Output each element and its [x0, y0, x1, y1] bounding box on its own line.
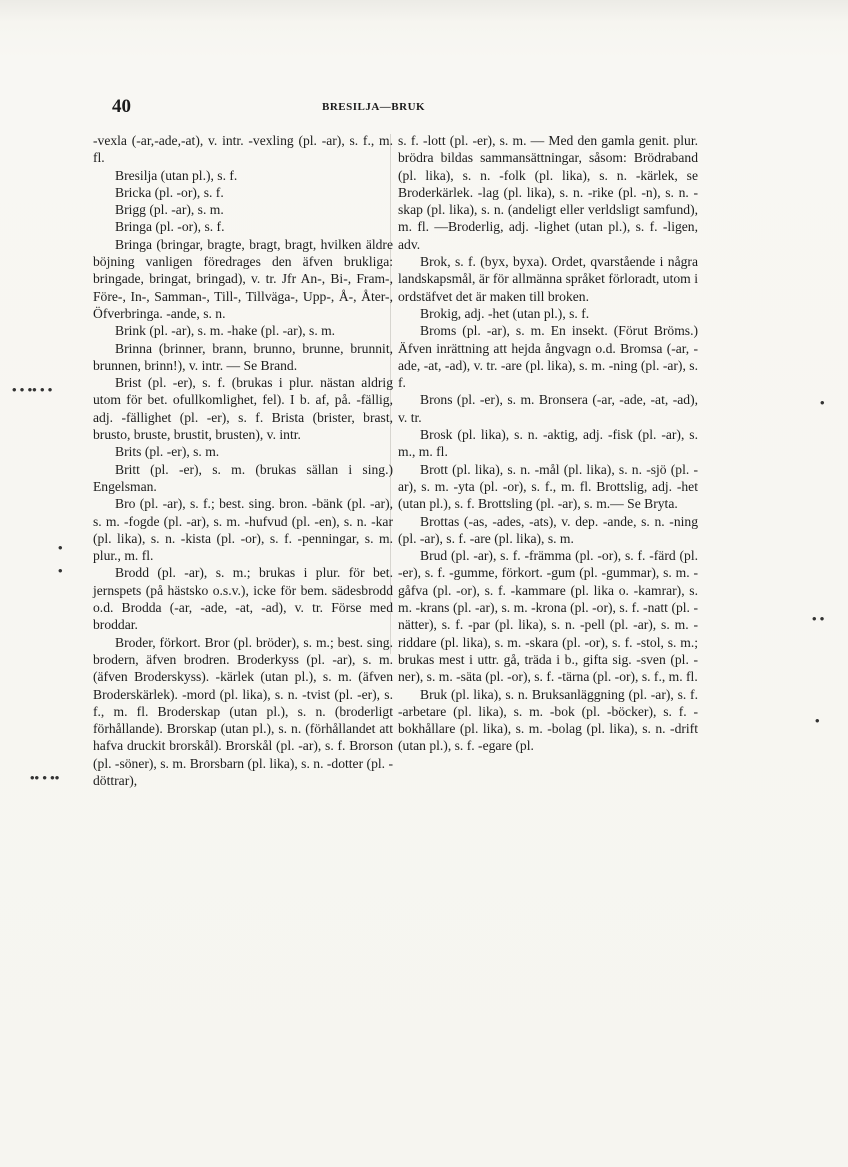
- entry-brottas: Brottas (-as, -ades, -ats), v. dep. -ande, s. n. -ning (pl. -ar), s. f. -are (pl. lika), s. m.: [398, 513, 698, 546]
- margin-annotation-dot: •: [815, 713, 820, 728]
- entry-bricka: Bricka (pl. -or), s. f.: [115, 184, 224, 200]
- entry-brons: Brons (pl. -er), s. m. Bronsera (-ar, -ade, -at, -ad), v. tr.: [398, 392, 698, 425]
- entry-britt: Britt (pl. -er), s. m. (brukas sällan i sing.) Engelsman.: [93, 461, 393, 494]
- entry-brist: Brist (pl. -er), s. f. (brukas i plur. nästan aldrig utom för bet. ofullkomlighet, fel). I b. af, på. -fällig, adj. -fällighet (pl. -er), s. f. Brista (brister, brast, brusto, bruste, brustit, brusten), v. intr.: [93, 375, 393, 443]
- margin-annotation-marks: • • •• • •: [12, 382, 53, 397]
- entry-brits: Brits (pl. -er), s. m.: [115, 444, 220, 460]
- entry-brosk: Brosk (pl. lika), s. n. -aktig, adj. -fisk (pl. -ar), s. m., m. fl.: [398, 427, 698, 460]
- entry-broms: Broms (pl. -ar), s. m. En insekt. (Förut Bröms.) Äfven inrättning att hejda ångvagn o.d. Bromsa (-ar, -ade, -at, -ad), v. tr. -are (pl. lika), s. m. -ning (pl. -ar), s. f.: [398, 323, 698, 391]
- entry-brink: Brink (pl. -ar), s. m. -hake (pl. -ar), s. m.: [115, 323, 336, 339]
- entry-bro: Bro (pl. -ar), s. f.; best. sing. bron. -bänk (pl. -ar), s. m. -fogde (pl. -ar), s. m. -hufvud (pl. -en), s. n. -kar (pl. lika), s. n. -kista (pl. -or), s. f. -penningar, s. m. plur., m. fl.: [93, 496, 393, 564]
- margin-annotation-dot: •: [58, 563, 63, 578]
- page-number: 40: [112, 96, 131, 117]
- entry-broder: Broder, förkort. Bror (pl. bröder), s. m.; best. sing. brodern, äfven brodren. Broderkyss (pl. -ar), s. m. (äfven Broderskyss). -kärlek (utan pl.), s. m. (äfven Broderskärlek). -mord (pl. lika), s. n. -tvist (pl. -er), s. f., m. fl. Broderskap (utan pl.), s. n. (broderligt förhållande). Brorskap (utan pl.), s. n. (förhållandet att hafva druckit brorskål). Brorskål (pl. -ar), s. f. Brorson (pl. -söner), s. m. Brorsbarn (pl. lika), s. n. -dotter (pl. -döttrar),: [93, 634, 393, 788]
- entry-vexla: -vexla (-ar,-ade,-at), v. intr. -vexling (pl. -ar), s. f., m. fl.: [93, 133, 393, 166]
- entry-bresilja: Bresilja (utan pl.), s. f.: [115, 167, 238, 183]
- margin-annotation-dot: • •: [812, 611, 825, 626]
- running-head: BRESILJA—BRUK: [322, 101, 426, 113]
- entry-brodd: Brodd (pl. -ar), s. m.; brukas i plur. för bet. jernspets (på hästsko o.s.v.), icke för bem. sädesbrodd o.d. Brodda (-ar, -ade, -at, -ad), v. tr. Förse med broddar.: [93, 565, 393, 633]
- entry-brok: Brok, s. f. (byx, byxa). Ordet, qvarstående i några landskapsmål, är för allmänna språket förloradt, utom i ordstäfvet det är maken till broken.: [398, 254, 698, 304]
- entry-bruk: Bruk (pl. lika), s. n. Bruksanläggning (pl. -ar), s. f. -arbetare (pl. lika), s. m. -bok (pl. -böcker), s. f. -bokhållare (pl. lika), s. m. -bolag (pl. lika), s. n. -drift (utan pl.), s. f. -egare (pl.: [398, 686, 698, 754]
- entry-brud: Brud (pl. -ar), s. f. -främma (pl. -or), s. f. -färd (pl. -er), s. f. -gumme, förkort. -gum (pl. -gummar), s. m. -gåfva (pl. -or), s. f. -kammare (pl. lika o. -kamrar), s. m. -krans (pl. -ar), s. m. -krona (pl. -or), s. f. -natt (pl. -nätter), s. f. -par (pl. lika), s. n. -pell (pl. -ar), s. m. -riddare (pl. lika), s. m. -skara (pl. -or), s. f. -stol, s. m.; brukas mest i uttr. gå, träda i b., gifta sig. -sven (pl. -ner), s. m. -säta (pl. -or), s. f. -tärna (pl. -or), s. f., m. fl.: [398, 548, 698, 685]
- entry-brigg: Brigg (pl. -ar), s. m.: [115, 202, 224, 218]
- entry-brokig: Brokig, adj. -het (utan pl.), s. f.: [420, 305, 590, 321]
- right-column: [398, 132, 698, 755]
- entry-bringa-noun: Bringa (pl. -or), s. f.: [115, 219, 225, 235]
- page-header: [112, 96, 692, 120]
- entry-lott: s. f. -lott (pl. -er), s. m. — Med den gamla genit. plur. brödra bildas sammansättningar, såsom: Brödraband (pl. lika), s. n. -folk (pl. lika), s. n. -kärlek, se Broderkärlek. -lag (pl. lika), s. n. -rike (pl. -n), s. n. -skap (pl. lika), s. n. (andeligt eller verldsligt samfund), m. fl. —Broderlig, adj. -lighet (utan pl.), s. f. -ligen, adv.: [398, 133, 698, 252]
- entry-brott: Brott (pl. lika), s. n. -mål (pl. lika), s. n. -sjö (pl. -ar), s. m. -yta (pl. -or), s. f., m. fl. Brottslig, adj. -het (utan pl.), s. f. Brottsling (pl. -ar), s. m.— Se Bryta.: [398, 461, 698, 512]
- left-column: [93, 132, 393, 789]
- margin-annotation-dot: •: [58, 540, 63, 555]
- margin-annotation-marks: •• • ••: [30, 770, 60, 785]
- entry-brinna: Brinna (brinner, brann, brunno, brunne, brunnit, brunnen, brinn!), v. intr. — Se Brand.: [93, 340, 393, 373]
- entry-bringa-verb: Bringa (bringar, bragte, bragt, bragt, hvilken äldre böjning vanligen föredrages den äfven brukliga: bringade, bringat, bringad), v. tr. Jfr An-, Bi-, Fram-, Före-, In-, Samman-, Till-, Tillväga-, Upp-, Å-, Åter-, Öfverbringa. -ande, s. n.: [93, 236, 393, 321]
- margin-annotation-dot: •: [820, 395, 825, 410]
